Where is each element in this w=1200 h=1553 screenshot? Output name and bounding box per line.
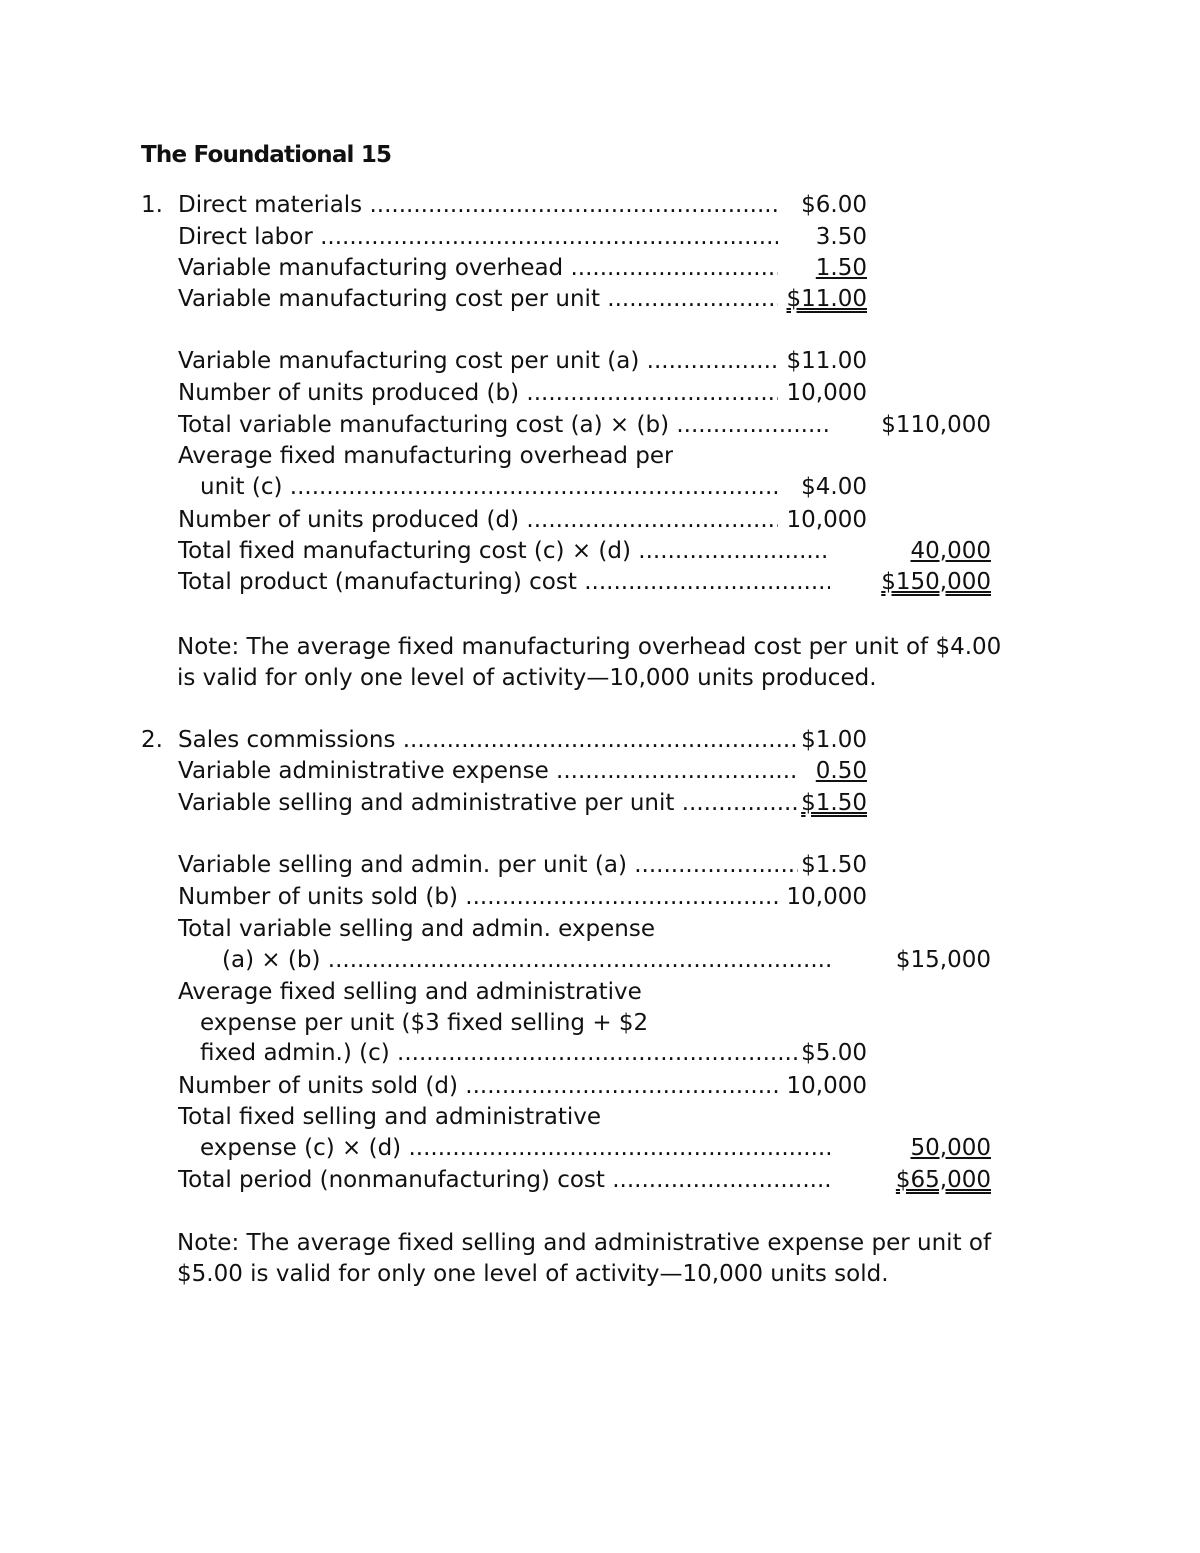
line-amount: 1.50 xyxy=(814,253,867,284)
line-label: Direct labor ..... xyxy=(178,222,778,253)
line-label: fixed admin.) (c) ..... xyxy=(200,1038,798,1069)
line-amount: 0.50 xyxy=(814,756,867,787)
line-total: $150,000 xyxy=(881,569,991,595)
line-item xyxy=(0,725,1200,756)
line-label: Number of units sold (b) ..... xyxy=(178,882,778,913)
line-label: Sales commissions ..... xyxy=(178,725,798,756)
line-amount: 10,000 xyxy=(785,505,867,536)
line-total: 50,000 xyxy=(910,1135,991,1161)
line-item xyxy=(0,882,1200,913)
line-item xyxy=(0,850,1200,881)
line-label: Number of units produced (d) ..... xyxy=(178,505,778,536)
line-item xyxy=(0,1008,1200,1039)
note-text: Note: The average fixed selling and administrative expense per unit of xyxy=(177,1230,992,1256)
line-total: $15,000 xyxy=(895,947,991,973)
line-item xyxy=(0,346,1200,377)
line-label: Variable manufacturing overhead ..... xyxy=(178,253,778,284)
item-number: 2. xyxy=(141,727,163,753)
line-item xyxy=(0,472,1200,503)
line-item xyxy=(0,536,1200,567)
line-label: Variable manufacturing cost per unit (a) ..... xyxy=(178,346,778,377)
line-label: Total period (nonmanufacturing) cost ..... xyxy=(178,1165,830,1196)
page-title: The Foundational 15 xyxy=(141,142,392,168)
line-label: Total product (manufacturing) cost ..... xyxy=(178,567,830,598)
note-text: Note: The average fixed manufacturing overhead cost per unit of $4.00 xyxy=(177,634,1002,660)
line-amount: $1.50 xyxy=(799,788,867,819)
item-number: 1. xyxy=(141,192,163,218)
line-amount: $5.00 xyxy=(799,1038,867,1069)
line-total: $65,000 xyxy=(895,1167,991,1193)
line-item xyxy=(0,1102,1200,1133)
line-item xyxy=(0,410,1200,441)
line-amount: $1.00 xyxy=(799,725,867,756)
line-total: $110,000 xyxy=(881,412,991,438)
line-amount: 10,000 xyxy=(785,882,867,913)
line-item xyxy=(0,1071,1200,1102)
line-label: Variable administrative expense ..... xyxy=(178,756,798,787)
line-label: Total variable manufacturing cost (a) × (b) ..... xyxy=(178,410,830,441)
line-label: Number of units sold (d) ..... xyxy=(178,1071,778,1102)
line-label: unit (c) ..... xyxy=(200,472,778,503)
line-item xyxy=(0,190,1200,221)
line-item xyxy=(0,378,1200,409)
line-label: expense per unit ($3 fixed selling + $2 xyxy=(200,1010,649,1036)
line-label: Direct materials ..... xyxy=(178,190,778,221)
line-item xyxy=(0,505,1200,536)
note-text: $5.00 is valid for only one level of activity—10,000 units sold. xyxy=(177,1261,889,1287)
line-label: Number of units produced (b) ..... xyxy=(178,378,778,409)
line-label: Variable selling and administrative per unit ..... xyxy=(178,788,798,819)
line-label: Total fixed manufacturing cost (c) × (d) ..... xyxy=(178,536,830,567)
line-item xyxy=(0,788,1200,819)
line-label: expense (c) × (d) ..... xyxy=(200,1133,830,1164)
line-amount: $1.50 xyxy=(799,850,867,881)
line-amount: 10,000 xyxy=(785,378,867,409)
line-amount: $6.00 xyxy=(799,190,867,221)
line-item xyxy=(0,1133,1200,1164)
line-item xyxy=(0,1165,1200,1196)
line-item xyxy=(0,756,1200,787)
line-amount: $11.00 xyxy=(785,346,867,377)
line-item xyxy=(0,977,1200,1008)
line-item xyxy=(0,222,1200,253)
line-item xyxy=(0,1038,1200,1069)
line-amount: $11.00 xyxy=(785,284,867,315)
line-item xyxy=(0,253,1200,284)
line-item xyxy=(0,284,1200,315)
line-label: Average fixed selling and administrative xyxy=(178,979,642,1005)
line-amount: 10,000 xyxy=(785,1071,867,1102)
line-amount: $4.00 xyxy=(799,472,867,503)
line-label: Variable manufacturing cost per unit ..... xyxy=(178,284,778,315)
line-item xyxy=(0,914,1200,945)
line-label: Total variable selling and admin. expense xyxy=(178,916,656,942)
line-item xyxy=(0,945,1200,976)
line-item xyxy=(0,567,1200,598)
line-label: (a) × (b) ..... xyxy=(222,945,830,976)
line-label: Average fixed manufacturing overhead per xyxy=(178,443,674,469)
line-item xyxy=(0,441,1200,472)
line-total: 40,000 xyxy=(910,538,991,564)
line-label: Variable selling and admin. per unit (a) ..... xyxy=(178,850,798,881)
line-amount: 3.50 xyxy=(814,222,867,253)
note-text: is valid for only one level of activity—10,000 units produced. xyxy=(177,665,877,691)
line-label: Total fixed selling and administrative xyxy=(178,1104,602,1130)
